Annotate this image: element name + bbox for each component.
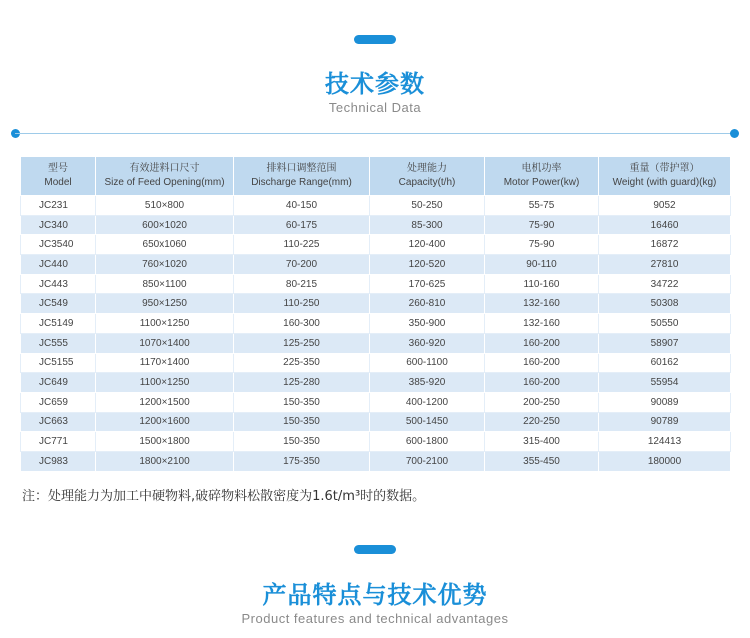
table-row <box>21 255 731 275</box>
column-header-cn: 有效进料口尺寸 <box>129 163 200 174</box>
capacity-note: 注：处理能力为加工中硬物料,破碎物料松散密度为1.6t/m³时的数据。 <box>22 489 426 504</box>
table-cell: 1200×1600 <box>96 412 234 432</box>
column-header-en: Size of Feed Opening(mm) <box>104 177 225 188</box>
model-cell: JC649 <box>21 373 96 393</box>
table-cell: 160-200 <box>485 373 599 393</box>
table-cell: 225-350 <box>234 353 370 373</box>
table-cell: 350-900 <box>370 314 485 334</box>
technical-data-table <box>20 156 731 472</box>
table-cell: 600-1100 <box>370 353 485 373</box>
table-row <box>21 451 731 471</box>
table-row <box>21 274 731 294</box>
table-cell: 60162 <box>599 353 731 373</box>
table-cell: 950×1250 <box>96 294 234 314</box>
section2-pill-decoration <box>354 545 396 554</box>
table-cell: 40-150 <box>234 196 370 216</box>
table-cell: 85-300 <box>370 215 485 235</box>
table-body <box>21 196 731 472</box>
section1-subtitle: Technical Data <box>328 100 422 115</box>
table-cell: 160-200 <box>485 333 599 353</box>
table-cell: 850×1100 <box>96 274 234 294</box>
column-header <box>485 157 599 196</box>
table-cell: 355-450 <box>485 451 599 471</box>
table-cell: 50-250 <box>370 196 485 216</box>
table-cell: 90789 <box>599 412 731 432</box>
divider-right-dot <box>730 129 739 138</box>
model-cell: JC771 <box>21 432 96 452</box>
table-cell: 1170×1400 <box>96 353 234 373</box>
table-row <box>21 235 731 255</box>
table-cell: 110-160 <box>485 274 599 294</box>
table-cell: 75-90 <box>485 235 599 255</box>
model-cell: JC663 <box>21 412 96 432</box>
table-cell: 110-225 <box>234 235 370 255</box>
section1-pill-decoration <box>354 35 396 44</box>
table-cell: 160-300 <box>234 314 370 334</box>
table-cell: 58907 <box>599 333 731 353</box>
table-cell: 55954 <box>599 373 731 393</box>
table-cell: 1070×1400 <box>96 333 234 353</box>
model-cell: JC5149 <box>21 314 96 334</box>
table-cell: 150-350 <box>234 392 370 412</box>
model-cell: JC231 <box>21 196 96 216</box>
table-row <box>21 353 731 373</box>
table-cell: 385-920 <box>370 373 485 393</box>
table-row <box>21 215 731 235</box>
table-cell: 600-1800 <box>370 432 485 452</box>
table-cell: 90-110 <box>485 255 599 275</box>
model-cell: JC555 <box>21 333 96 353</box>
model-cell: JC5155 <box>21 353 96 373</box>
column-header-cn: 型号 <box>48 163 68 174</box>
table-row <box>21 196 731 216</box>
column-header <box>234 157 370 196</box>
table-cell: 1100×1250 <box>96 373 234 393</box>
table-cell: 110-250 <box>234 294 370 314</box>
table-cell: 75-90 <box>485 215 599 235</box>
table-row <box>21 392 731 412</box>
table-cell: 700-2100 <box>370 451 485 471</box>
column-header-cn: 处理能力 <box>407 163 447 174</box>
table-cell: 55-75 <box>485 196 599 216</box>
table-cell: 16460 <box>599 215 731 235</box>
table-cell: 125-280 <box>234 373 370 393</box>
table-row <box>21 412 731 432</box>
table-cell: 400-1200 <box>370 392 485 412</box>
table-cell: 1200×1500 <box>96 392 234 412</box>
model-cell: JC3540 <box>21 235 96 255</box>
table-cell: 125-250 <box>234 333 370 353</box>
column-header-en: Capacity(t/h) <box>398 177 456 188</box>
table-cell: 50308 <box>599 294 731 314</box>
column-header <box>96 157 234 196</box>
table-cell: 160-200 <box>485 353 599 373</box>
section1-title: 技术参数 <box>325 70 425 98</box>
table-row <box>21 373 731 393</box>
table-cell: 1800×2100 <box>96 451 234 471</box>
column-header-en: Motor Power(kw) <box>503 177 580 188</box>
column-header <box>370 157 485 196</box>
table-row <box>21 314 731 334</box>
table-cell: 60-175 <box>234 215 370 235</box>
model-cell: JC983 <box>21 451 96 471</box>
divider-line <box>15 133 735 134</box>
table-cell: 50550 <box>599 314 731 334</box>
table-cell: 600×1020 <box>96 215 234 235</box>
section2-title: 产品特点与技术优势 <box>262 581 488 609</box>
table-cell: 80-215 <box>234 274 370 294</box>
model-cell: JC443 <box>21 274 96 294</box>
table-cell: 200-250 <box>485 392 599 412</box>
column-header-en: Model <box>44 177 72 188</box>
column-header-cn: 排料口调整范围 <box>266 163 337 174</box>
table-cell: 132-160 <box>485 314 599 334</box>
table-cell: 650x1060 <box>96 235 234 255</box>
model-cell: JC659 <box>21 392 96 412</box>
table-row <box>21 333 731 353</box>
column-header-en: Discharge Range(mm) <box>251 177 352 188</box>
table-row <box>21 432 731 452</box>
table-cell: 132-160 <box>485 294 599 314</box>
table-row <box>21 294 731 314</box>
table-cell: 150-350 <box>234 412 370 432</box>
model-cell: JC549 <box>21 294 96 314</box>
table-cell: 510×800 <box>96 196 234 216</box>
table-cell: 315-400 <box>485 432 599 452</box>
section2-subtitle: Product features and technical advantages <box>241 611 509 626</box>
column-header-cn: 电机功率 <box>521 163 562 174</box>
table-cell: 70-200 <box>234 255 370 275</box>
table-cell: 1500×1800 <box>96 432 234 452</box>
table-cell: 360-920 <box>370 333 485 353</box>
table-cell: 120-400 <box>370 235 485 255</box>
table-cell: 760×1020 <box>96 255 234 275</box>
table-cell: 9052 <box>599 196 731 216</box>
column-header <box>21 157 96 196</box>
table-cell: 170-625 <box>370 274 485 294</box>
table-cell: 16872 <box>599 235 731 255</box>
table-cell: 175-350 <box>234 451 370 471</box>
table-cell: 27810 <box>599 255 731 275</box>
table-cell: 120-520 <box>370 255 485 275</box>
model-cell: JC440 <box>21 255 96 275</box>
column-header-en: Weight (with guard)(kg) <box>612 177 717 188</box>
model-cell: JC340 <box>21 215 96 235</box>
column-header <box>599 157 731 196</box>
column-header-cn: 重量（带护罩） <box>629 163 700 174</box>
table-cell: 34722 <box>599 274 731 294</box>
table-header-row <box>21 157 731 196</box>
table-cell: 1100×1250 <box>96 314 234 334</box>
table-cell: 500-1450 <box>370 412 485 432</box>
table-cell: 180000 <box>599 451 731 471</box>
table-cell: 220-250 <box>485 412 599 432</box>
table-cell: 260-810 <box>370 294 485 314</box>
table-cell: 90089 <box>599 392 731 412</box>
table-cell: 124413 <box>599 432 731 452</box>
table-cell: 150-350 <box>234 432 370 452</box>
